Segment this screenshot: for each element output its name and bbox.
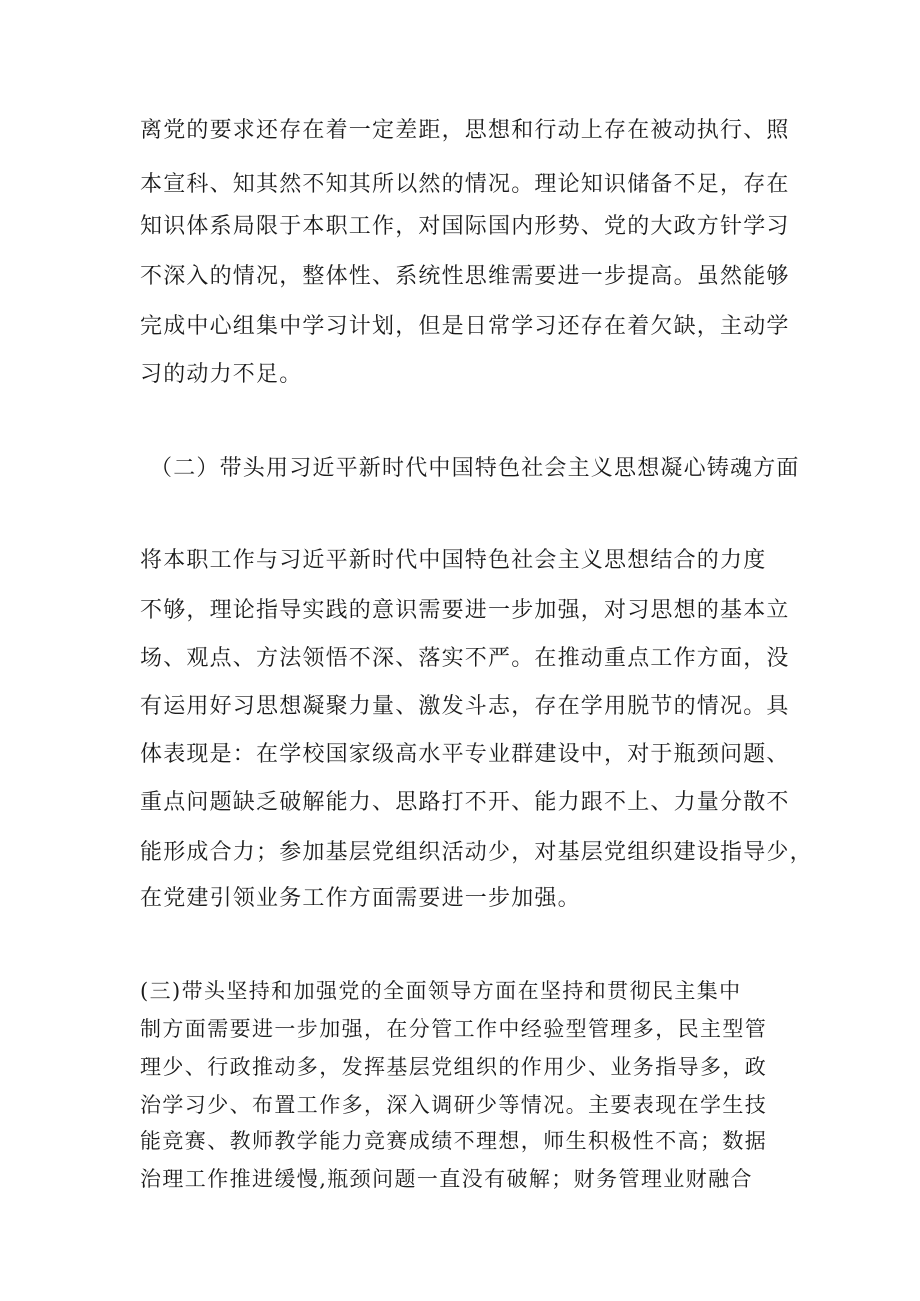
text-line: 不够，理论指导实践的意识需要进一步加强，对习思想的基本立 — [140, 598, 790, 623]
text-line: 重点问题缺乏破解能力、思路打不开、能力跟不上、力量分散不 — [140, 790, 790, 815]
text-line: 制方面需要进一步加强，在分管工作中经验型管理多，民主型管 — [140, 1017, 768, 1041]
text-line: 治学习少、布置工作多，深入调研少等情况。主要表现在学生技 — [140, 1093, 768, 1117]
section-heading-2: （二）带头用习近平新时代中国特色社会主义思想凝心铸魂方面 — [150, 456, 800, 481]
text-line: 完成中心组集中学习计划，但是日常学习还存在着欠缺，主动学 — [140, 314, 790, 339]
text-line: 习的动力不足。 — [140, 362, 303, 387]
text-line: 理少、行政推动多，发挥基层党组织的作用少、业务指导多，政 — [140, 1055, 768, 1079]
text-line: 能竞赛、教师教学能力竞赛成绩不理想，师生积极性不高；数据 — [140, 1129, 768, 1153]
text-line: 本宣科、知其然不知其所以然的情况。理论知识储备不足，存在 — [140, 172, 790, 197]
text-line: 在党建引领业务工作方面需要进一步加强。 — [140, 886, 581, 911]
text-line: 知识体系局限于本职工作，对国际国内形势、党的大政方针学习 — [140, 214, 790, 239]
text-line: 场、观点、方法领悟不深、落实不严。在推动重点工作方面，没 — [140, 646, 790, 671]
text-line: 能形成合力；参加基层党组织活动少，对基层党组织建设指导少， — [140, 840, 813, 865]
text-line: 治理工作推进缓慢,瓶颈问题一直没有破解；财务管理业财融合 — [140, 1167, 753, 1191]
text-line: 不深入的情况，整体性、系统性思维需要进一步提高。虽然能够 — [140, 264, 790, 289]
text-line: 将本职工作与习近平新时代中国特色社会主义思想结合的力度 — [140, 548, 767, 573]
text-line: 体表现是：在学校国家级高水平专业群建设中，对于瓶颈问题、 — [140, 742, 790, 767]
text-line: 离党的要求还存在着一定差距，思想和行动上存在被动执行、照 — [140, 118, 790, 143]
text-line: 有运用好习思想凝聚力量、激发斗志，存在学用脱节的情况。具 — [140, 694, 790, 719]
section-heading-3-line: (三)带头坚持和加强党的全面领导方面在坚持和贯彻民主集中 — [140, 979, 742, 1003]
